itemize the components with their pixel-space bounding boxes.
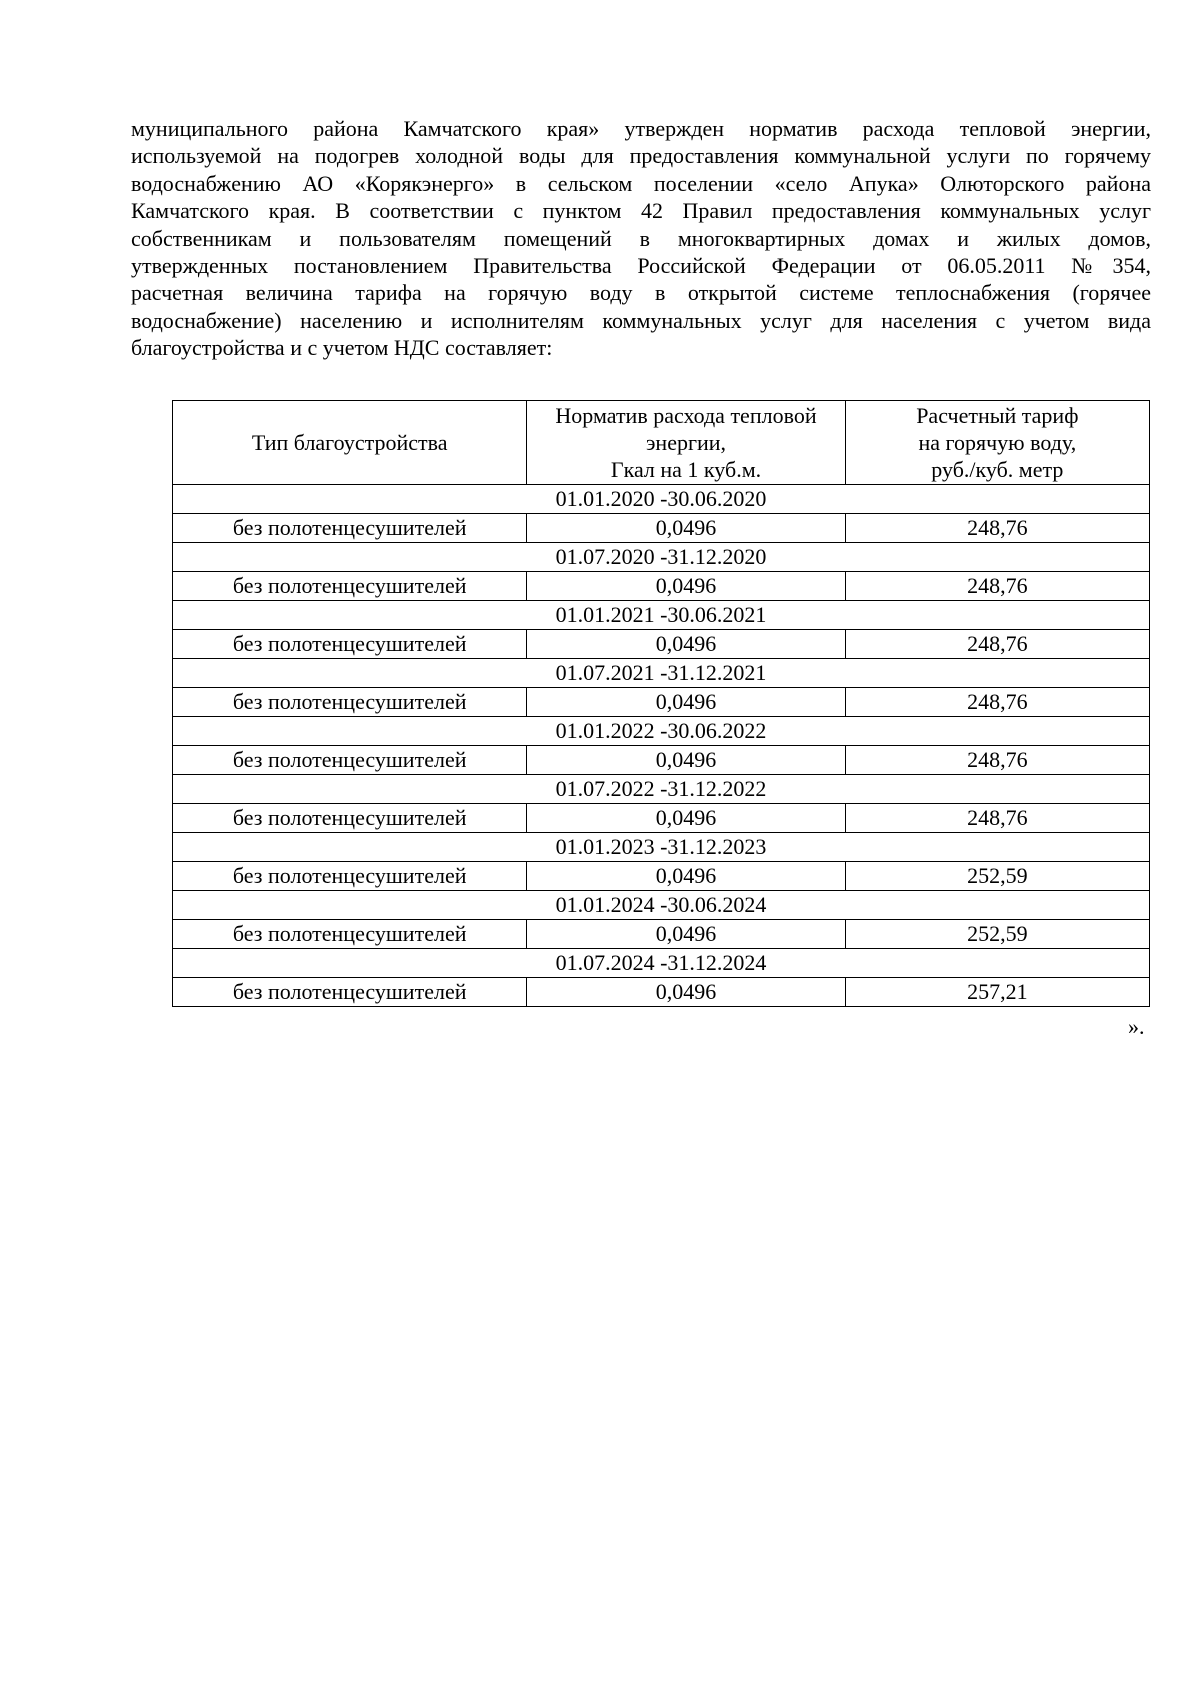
period-cell: 01.07.2021 -31.12.2021	[173, 659, 1150, 688]
norm-cell: 0,0496	[527, 920, 845, 949]
type-cell: без полотенцесушителей	[173, 804, 527, 833]
period-row	[173, 891, 1150, 920]
norm-cell: 0,0496	[527, 630, 845, 659]
table-row	[173, 630, 1150, 659]
header-tariff	[845, 401, 1149, 485]
period-cell: 01.01.2022 -30.06.2022	[173, 717, 1150, 746]
period-cell: 01.01.2021 -30.06.2021	[173, 601, 1150, 630]
closing-quote-mark: ».	[1128, 1014, 1145, 1039]
header-norm	[527, 401, 845, 485]
header-tariff-line: руб./куб. метр	[931, 457, 1064, 482]
table-row	[173, 688, 1150, 717]
tariff-cell: 248,76	[845, 804, 1149, 833]
type-cell: без полотенцесушителей	[173, 572, 527, 601]
norm-cell: 0,0496	[527, 688, 845, 717]
period-cell: 01.01.2023 -31.12.2023	[173, 833, 1150, 862]
paragraph-line: муниципального района Камчатского края» утвержден норматив расхода тепловой энергии,	[131, 116, 1151, 141]
paragraph-line: собственникам и пользователям помещений в многоквартирных домах и жилых домов,	[131, 225, 1151, 251]
period-row	[173, 717, 1150, 746]
paragraph-line: водоснабжение) населению и исполнителям коммунальных услуг для населения с учетом вида	[131, 307, 1151, 333]
table-header-row	[173, 401, 1150, 485]
header-norm-line: Гкал на 1 куб.м.	[610, 457, 762, 482]
header-type-line: Тип благоустройства	[251, 430, 448, 455]
paragraph-line: благоустройства и с учетом НДС составляет:	[131, 335, 553, 361]
type-cell: без полотенцесушителей	[173, 514, 527, 543]
tariff-cell: 252,59	[845, 862, 1149, 891]
table-row	[173, 572, 1150, 601]
period-row	[173, 775, 1150, 804]
header-norm-line: Норматив расхода тепловой	[555, 403, 817, 428]
table-row	[173, 746, 1150, 775]
period-cell: 01.01.2024 -30.06.2024	[173, 891, 1150, 920]
norm-cell: 0,0496	[527, 572, 845, 601]
header-tariff-line: на горячую воду,	[918, 430, 1077, 455]
type-cell: без полотенцесушителей	[173, 688, 527, 717]
paragraph-line: используемой на подогрев холодной воды для предоставления коммунальной услуги по горячему	[131, 143, 1151, 169]
tariff-cell: 248,76	[845, 514, 1149, 543]
body-paragraph	[131, 115, 1151, 362]
norm-cell: 0,0496	[527, 804, 845, 833]
period-row	[173, 601, 1150, 630]
type-cell: без полотенцесушителей	[173, 630, 527, 659]
paragraph-line: утвержденных постановлением Правительства Российской Федерации от 06.05.2011 №354,	[131, 252, 1151, 278]
table-row	[173, 862, 1150, 891]
tariff-table-body	[173, 485, 1150, 1007]
period-cell: 01.07.2020 -31.12.2020	[173, 543, 1150, 572]
type-cell: без полотенцесушителей	[173, 978, 527, 1007]
norm-cell: 0,0496	[527, 862, 845, 891]
tariff-cell: 257,21	[845, 978, 1149, 1007]
tariff-cell: 252,59	[845, 920, 1149, 949]
type-cell: без полотенцесушителей	[173, 862, 527, 891]
period-cell: 01.07.2024 -31.12.2024	[173, 949, 1150, 978]
norm-cell: 0,0496	[527, 514, 845, 543]
period-row	[173, 949, 1150, 978]
norm-cell: 0,0496	[527, 746, 845, 775]
paragraph-line: водоснабжению АО «Корякэнерго» в сельском поселении «село Апука» Олюторского района	[131, 170, 1151, 196]
period-row	[173, 833, 1150, 862]
tariff-cell: 248,76	[845, 688, 1149, 717]
table-row	[173, 978, 1150, 1007]
table-row	[173, 920, 1150, 949]
period-cell: 01.01.2020 -30.06.2020	[173, 485, 1150, 514]
tariff-cell: 248,76	[845, 746, 1149, 775]
tariff-table	[172, 400, 1150, 1007]
header-type	[173, 401, 527, 485]
table-row	[173, 514, 1150, 543]
paragraph-line: расчетная величина тарифа на горячую воду в открытой системе теплоснабжения (горячее	[131, 280, 1151, 306]
period-cell: 01.07.2022 -31.12.2022	[173, 775, 1150, 804]
norm-cell: 0,0496	[527, 978, 845, 1007]
type-cell: без полотенцесушителей	[173, 746, 527, 775]
tariff-cell: 248,76	[845, 630, 1149, 659]
period-row	[173, 659, 1150, 688]
tariff-cell: 248,76	[845, 572, 1149, 601]
header-tariff-line: Расчетный тариф	[916, 403, 1079, 428]
paragraph-line: Камчатского края. В соответствии с пунктом 42 Правил предоставления коммунальных услуг	[131, 198, 1151, 224]
table-row	[173, 804, 1150, 833]
period-row	[173, 485, 1150, 514]
period-row	[173, 543, 1150, 572]
type-cell: без полотенцесушителей	[173, 920, 527, 949]
header-norm-line: энергии,	[645, 430, 727, 455]
